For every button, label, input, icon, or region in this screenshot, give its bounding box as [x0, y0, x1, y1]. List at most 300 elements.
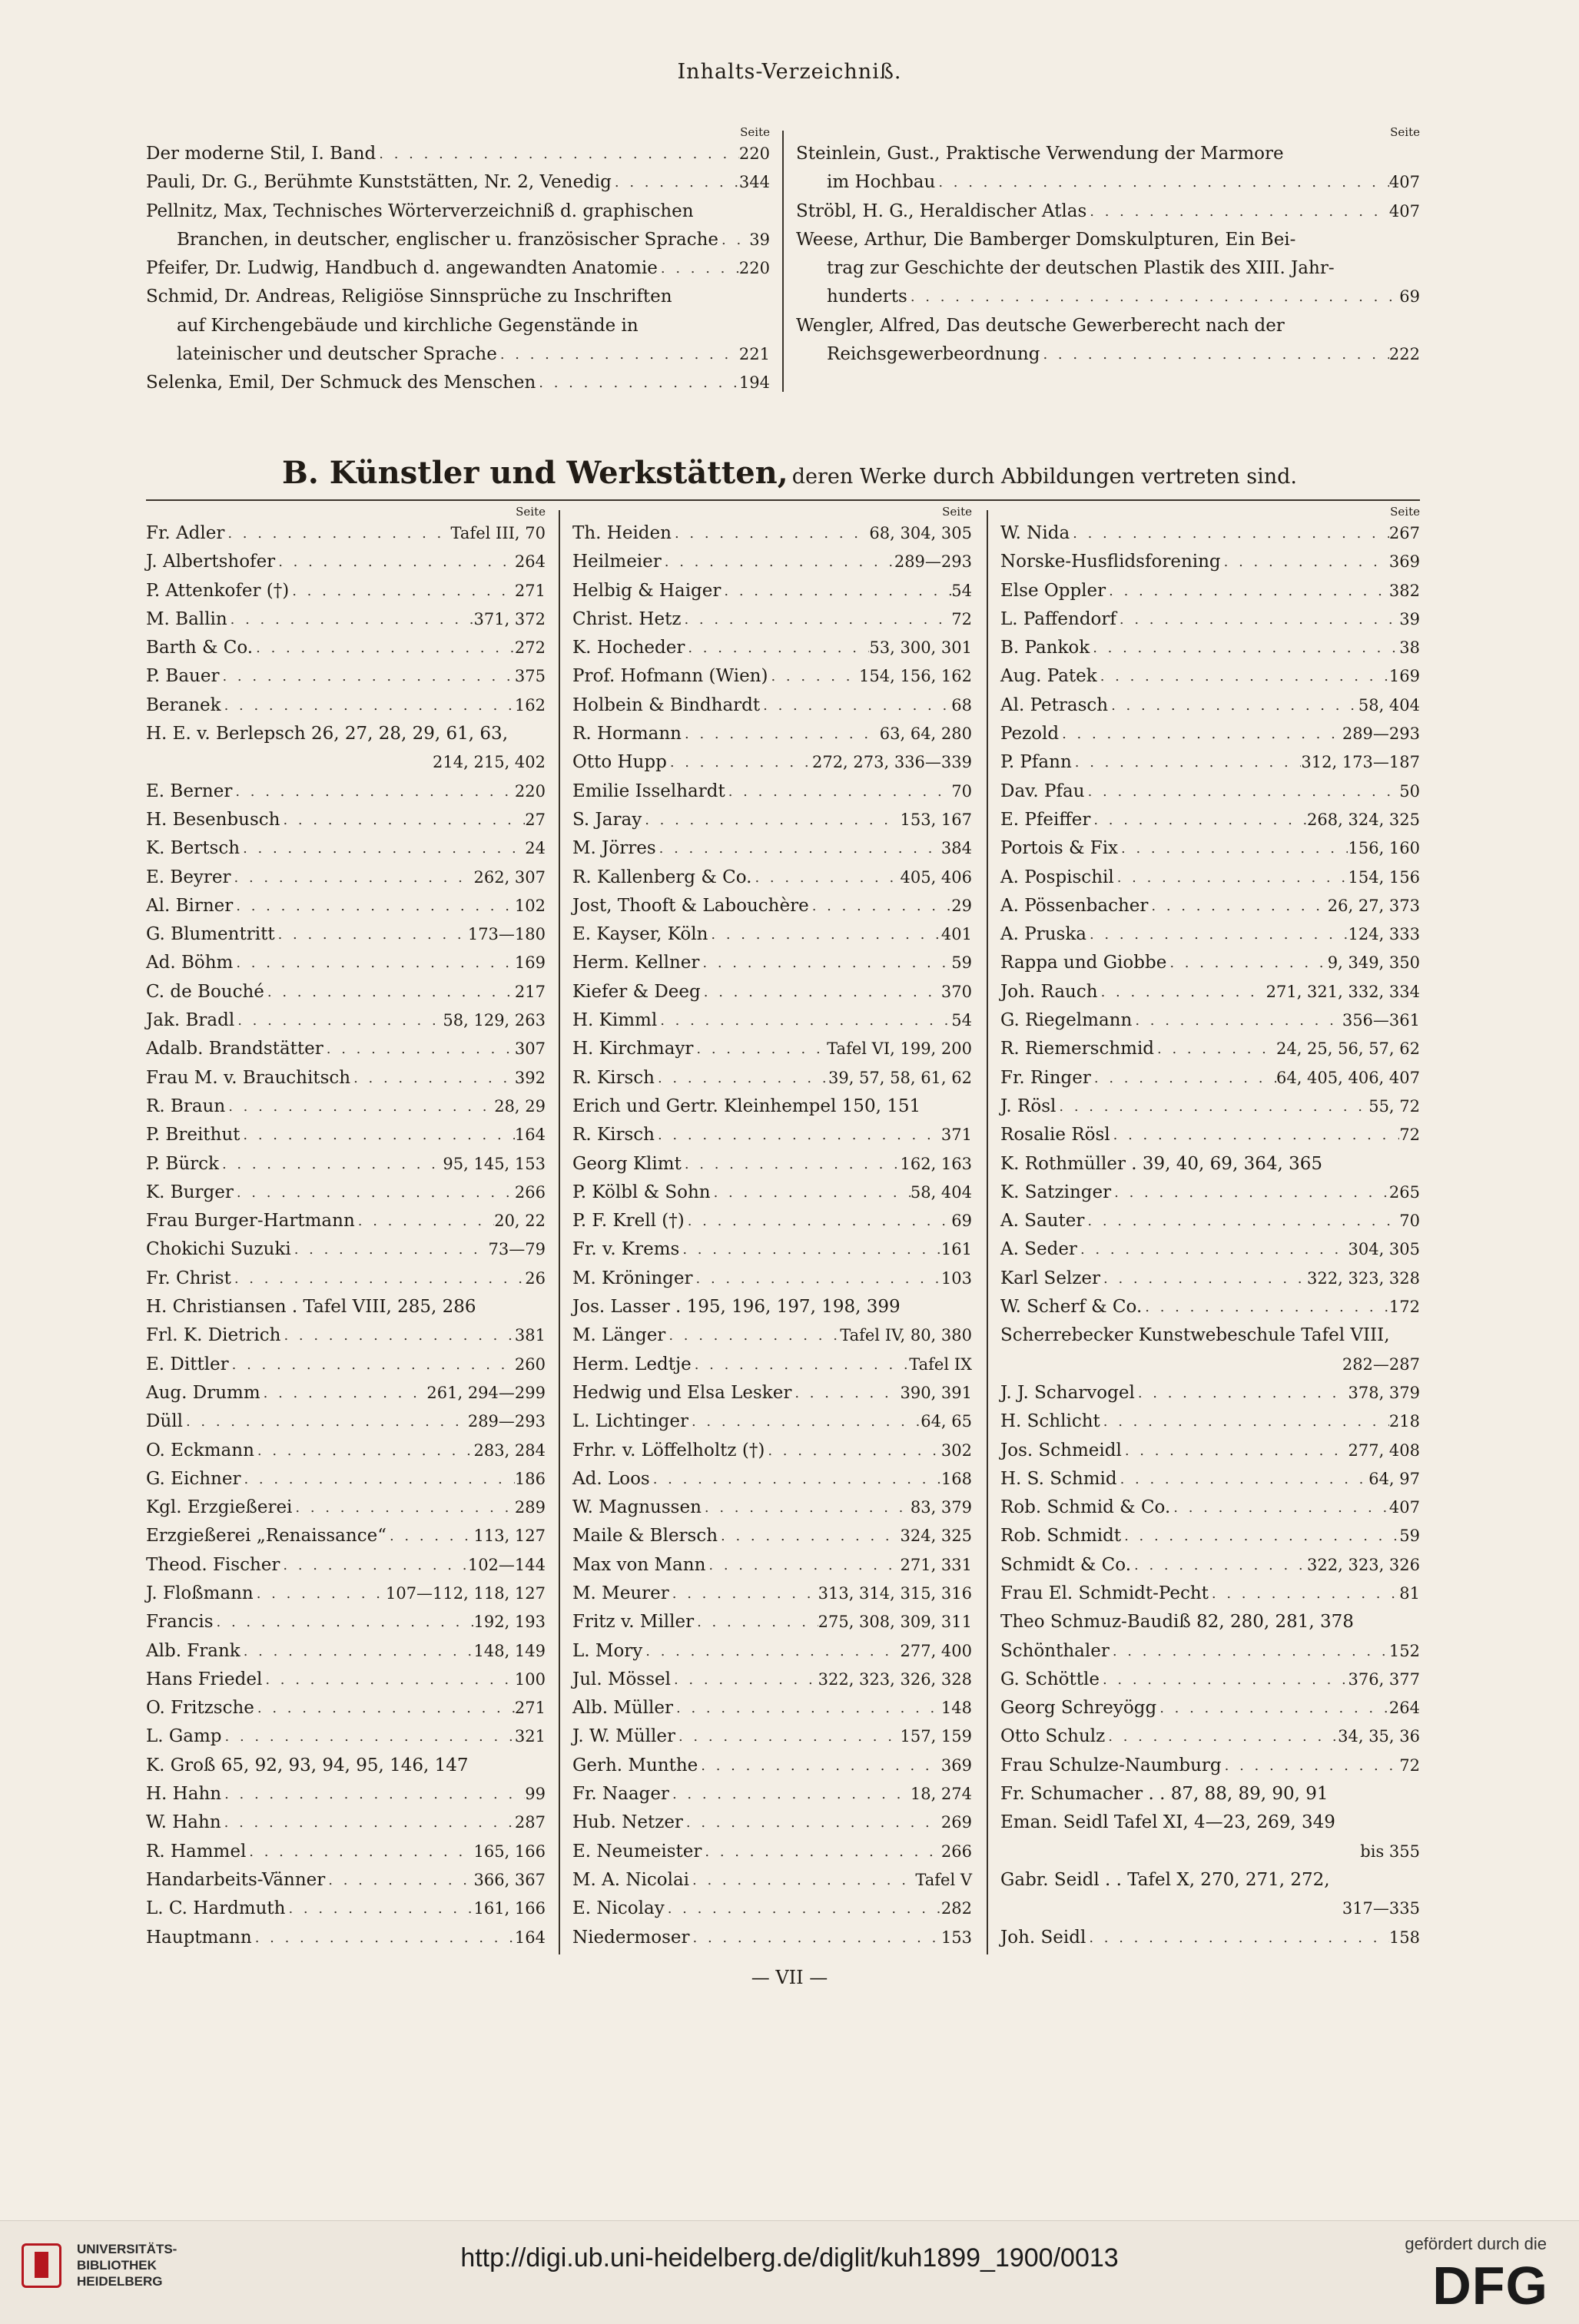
- index-entry: [146, 1265, 546, 1293]
- entry-name: L. Lichtinger: [572, 1411, 688, 1432]
- dot-leader: [682, 720, 880, 748]
- dot-leader: [1116, 605, 1399, 634]
- entry-pages: 407: [1388, 173, 1420, 192]
- entry-name: Hans Friedel: [146, 1669, 263, 1689]
- entry-pages: 375: [514, 667, 546, 686]
- dot-leader: [240, 1121, 514, 1149]
- index-entry: [1000, 1035, 1420, 1063]
- index-entry: [572, 1895, 972, 1923]
- index-entry: [572, 1608, 972, 1636]
- entry-pages: 268, 324, 325: [1307, 810, 1420, 829]
- entry-name: Francis: [146, 1612, 214, 1633]
- entry-pages: 68: [951, 695, 972, 714]
- index-entry: [146, 806, 546, 834]
- entry-pages: 164: [514, 1928, 546, 1947]
- index-entry: [1000, 1637, 1420, 1666]
- index-entry: [1000, 691, 1420, 720]
- index-entry: [146, 340, 770, 369]
- index-entry: [146, 720, 546, 748]
- entry-pages: 222: [1388, 345, 1420, 364]
- entry-pages: 39, 57, 58, 61, 62: [828, 1068, 972, 1087]
- index-entry: [1000, 920, 1420, 949]
- index-entry: [1000, 1722, 1420, 1751]
- dot-leader: [681, 605, 951, 634]
- dot-leader: [693, 1265, 941, 1293]
- entry-name: J. Albertshofer: [146, 552, 276, 572]
- index-entry: [572, 748, 972, 777]
- funded-by-text: gefördert durch die: [1405, 2234, 1547, 2253]
- dot-leader: [705, 1551, 900, 1580]
- dot-leader: [254, 1694, 515, 1722]
- entry-pages: 162: [514, 695, 546, 714]
- dot-leader: [671, 1666, 818, 1694]
- entry-name: A. Sauter: [1000, 1211, 1085, 1232]
- index-entry: [572, 691, 972, 720]
- entry-pages: Tafel IV, 80, 380: [840, 1326, 972, 1345]
- entry-name: H. S. Schmid: [1000, 1468, 1117, 1489]
- dot-leader: [751, 864, 900, 892]
- index-entry: [1000, 892, 1420, 920]
- index-entry: [572, 1092, 972, 1121]
- entry-name: Eman. Seidl Tafel XI, 4—23, 269, 349: [1000, 1812, 1335, 1833]
- entry-pages: 322, 323, 326, 328: [818, 1669, 972, 1689]
- index-entry: [146, 978, 546, 1006]
- dot-leader: [1170, 1494, 1389, 1522]
- entry-name: Christ. Hetz: [572, 608, 682, 629]
- index-entry: [146, 1064, 546, 1092]
- dot-leader: [1117, 1465, 1369, 1494]
- dot-leader: [350, 1064, 515, 1092]
- entry-pages: 302: [940, 1440, 972, 1460]
- entry-name: Pellnitz, Max, Technisches Wörterverzeichniß d. graphischen: [146, 201, 694, 221]
- entry-name: R. Hormann: [572, 724, 682, 744]
- index-entry: [146, 1035, 546, 1063]
- entry-pages: 81: [1399, 1583, 1420, 1603]
- index-entry: [796, 197, 1420, 226]
- index-entry: [572, 1808, 972, 1837]
- entry-pages: 39: [1399, 609, 1420, 628]
- index-entry: [1000, 748, 1420, 777]
- entry-name: Al. Petrasch: [1000, 695, 1109, 715]
- dot-leader: [1091, 1064, 1276, 1092]
- dot-leader: [1118, 834, 1348, 863]
- dot-leader: [1142, 1293, 1389, 1321]
- dot-leader: [721, 577, 951, 605]
- entry-name: H. Kimml: [572, 1010, 658, 1031]
- index-entry: [146, 1722, 546, 1751]
- dot-leader: [1090, 806, 1307, 834]
- entry-name: Herm. Ledtje: [572, 1354, 692, 1374]
- index-entry: [1000, 1780, 1420, 1808]
- entry-name: H. E. v. Berlepsch 26, 27, 28, 29, 61, 63,: [146, 724, 509, 744]
- index-entry: [146, 1838, 546, 1866]
- entry-pages: Tafel IX: [909, 1354, 972, 1374]
- entry-name: Jak. Bradl: [146, 1010, 235, 1031]
- dot-leader: [669, 1780, 911, 1808]
- entry-pages: 172: [1388, 1298, 1420, 1317]
- entry-pages: 154, 156, 162: [859, 667, 972, 686]
- entry-pages: 161, 166: [473, 1899, 546, 1918]
- entry-name: lateinischer und deutscher Sprache: [177, 344, 497, 365]
- entry-name: E. Beyrer: [146, 867, 231, 887]
- entry-name: Rosalie Rösl: [1000, 1125, 1110, 1145]
- index-entry: [146, 283, 770, 311]
- index-entry: [572, 662, 972, 691]
- library-name-line: HEIDELBERG: [77, 2274, 163, 2289]
- index-entry: [146, 1895, 546, 1923]
- entry-name: Steinlein, Gust., Praktische Verwendung der Marmore: [796, 144, 1284, 164]
- entry-pages: 73—79: [488, 1240, 546, 1259]
- entry-pages: 324, 325: [900, 1527, 972, 1546]
- entry-name: Frl. K. Dietrich: [146, 1325, 281, 1346]
- section-title: B. Künstler und Werkstätten,: [282, 455, 788, 491]
- dot-leader: [694, 1608, 818, 1636]
- entry-pages: 192, 193: [473, 1613, 546, 1632]
- entry-pages: 70: [1399, 1212, 1420, 1231]
- dot-leader: [642, 806, 900, 834]
- dot-leader: [1121, 1522, 1399, 1550]
- entry-pages: 272: [514, 638, 546, 658]
- entry-name: L. Mory: [572, 1640, 643, 1661]
- index-entry: [572, 1351, 972, 1379]
- dot-leader: [1059, 720, 1342, 748]
- dot-leader: [1166, 949, 1327, 977]
- index-entry: [572, 1179, 972, 1207]
- entry-name: M. Jörres: [572, 838, 656, 859]
- entry-name: M. Kröninger: [572, 1268, 693, 1288]
- entry-name: Fr. Ringer: [1000, 1067, 1091, 1088]
- entry-name: G. Eichner: [146, 1468, 241, 1489]
- entry-name: Georg Schreyögg: [1000, 1698, 1157, 1719]
- entry-name: Frau Schulze-Naumburg: [1000, 1755, 1222, 1775]
- index-entry: [146, 1637, 546, 1666]
- entry-name: L. Paffendorf: [1000, 608, 1116, 629]
- dot-leader: [240, 834, 525, 863]
- index-entry: [146, 197, 770, 226]
- entry-name: Fr. Adler: [146, 523, 225, 543]
- entry-pages: 266: [514, 1182, 546, 1202]
- entry-name: Erich und Gertr. Kleinhempel 150, 151: [572, 1096, 921, 1116]
- entry-pages: 260: [514, 1354, 546, 1374]
- entry-pages: 304, 305: [1348, 1240, 1420, 1259]
- dot-leader: [323, 1035, 515, 1063]
- dot-leader: [698, 1752, 941, 1780]
- entry-pages: 168: [940, 1469, 972, 1488]
- index-entry: [1000, 834, 1420, 863]
- dot-leader: [222, 1722, 515, 1751]
- index-entry: [572, 1407, 972, 1436]
- entry-name: J. W. Müller: [572, 1726, 675, 1747]
- index-entry: [146, 254, 770, 283]
- dot-leader: [765, 1437, 941, 1465]
- entry-name: Kgl. Erzgießerei: [146, 1497, 293, 1518]
- entry-name: Fr. Naager: [572, 1784, 669, 1805]
- entry-name: Fr. v. Krems: [572, 1239, 680, 1260]
- entry-name: Else Oppler: [1000, 580, 1106, 601]
- section-rule: [146, 499, 1420, 501]
- entry-pages: 58, 404: [910, 1182, 972, 1202]
- index-entry: [1000, 1235, 1420, 1264]
- dot-leader: [718, 1522, 900, 1550]
- entry-pages: 99: [525, 1785, 546, 1804]
- entry-name: Frau El. Schmidt-Pecht: [1000, 1583, 1209, 1603]
- index-entry: [1000, 864, 1420, 892]
- entry-pages: 157, 159: [900, 1727, 972, 1746]
- entry-name: R. Braun: [146, 1096, 226, 1116]
- dot-leader: [253, 634, 515, 662]
- index-entry: [146, 777, 546, 806]
- entry-pages: 271: [514, 581, 546, 600]
- entry-name: K. Hocheder: [572, 638, 685, 658]
- index-entry: [572, 978, 972, 1006]
- dot-leader: [221, 691, 515, 720]
- index-entry: [146, 1006, 546, 1035]
- index-entry: [572, 1465, 972, 1494]
- index-entry: [146, 312, 770, 340]
- entry-name: H. Hahn: [146, 1784, 222, 1805]
- index-entry: [146, 1407, 546, 1436]
- entry-name: A. Pruska: [1000, 924, 1086, 945]
- entry-name: Alb. Müller: [572, 1698, 673, 1719]
- entry-pages: 169: [1388, 667, 1420, 686]
- dot-leader: [219, 662, 514, 691]
- index-entry: [572, 1379, 972, 1407]
- entry-name: B. Pankok: [1000, 638, 1090, 658]
- entry-pages: 381: [514, 1326, 546, 1345]
- entry-pages: 68, 304, 305: [869, 524, 972, 542]
- entry-pages: 153, 167: [900, 810, 972, 829]
- entry-name: Ad. Böhm: [146, 953, 234, 973]
- index-entry: [146, 1179, 546, 1207]
- index-entry: [146, 605, 546, 634]
- entry-name: Otto Schulz: [1000, 1726, 1106, 1747]
- entry-name: Maile & Blersch: [572, 1526, 718, 1547]
- entry-name: Al. Birner: [146, 895, 234, 916]
- index-entry: [146, 691, 546, 720]
- index-entry: [572, 1293, 972, 1321]
- dot-leader: [497, 340, 739, 369]
- entry-name: Hedwig und Elsa Lesker: [572, 1382, 792, 1403]
- entry-name: Reichsgewerbeordnung: [827, 344, 1040, 365]
- dot-leader: [702, 1494, 911, 1522]
- entry-pages: 95, 145, 153: [443, 1154, 546, 1173]
- index-entry: [146, 519, 546, 548]
- dot-leader: [1097, 662, 1389, 691]
- entry-name: M. Meurer: [572, 1583, 669, 1603]
- entry-pages: 261, 294—299: [426, 1383, 546, 1402]
- entry-name: Schönthaler: [1000, 1640, 1110, 1661]
- entry-pages: 72: [951, 609, 972, 628]
- entry-name: Joh. Rauch: [1000, 981, 1098, 1002]
- index-entry: [146, 1866, 546, 1895]
- dot-leader: [221, 1780, 525, 1808]
- dot-leader: [1100, 1666, 1348, 1694]
- entry-pages: 72: [1399, 1755, 1420, 1775]
- index-entry: [572, 920, 972, 949]
- index-entry: [146, 1235, 546, 1264]
- entry-name: J. Floßmann: [146, 1583, 254, 1603]
- entry-name: P. Breithut: [146, 1125, 240, 1145]
- dot-leader: [234, 1006, 443, 1035]
- entry-pages: 287: [514, 1813, 546, 1832]
- entry-name: L. C. Hardmuth: [146, 1898, 286, 1919]
- dot-leader: [690, 1924, 941, 1952]
- dot-leader: [665, 1321, 840, 1350]
- dot-leader: [701, 978, 941, 1006]
- entry-pages: 50: [1399, 781, 1420, 801]
- index-entry: [146, 577, 546, 605]
- index-entry: [1000, 634, 1420, 662]
- index-entry: [1000, 1006, 1420, 1035]
- dot-leader: [1110, 1637, 1389, 1666]
- entry-name: Frau M. v. Brauchitsch: [146, 1067, 351, 1088]
- dot-leader: [275, 920, 468, 949]
- entry-pages: 53, 300, 301: [869, 638, 972, 658]
- dot-leader: [280, 806, 525, 834]
- index-entry: [796, 283, 1420, 311]
- dot-leader: [233, 892, 515, 920]
- entry-name: P. Pfann: [1000, 752, 1072, 773]
- dot-leader: [386, 1522, 474, 1550]
- index-entry: [1000, 1092, 1420, 1121]
- index-entry: [1000, 1494, 1420, 1522]
- entry-pages: 148, 149: [473, 1641, 546, 1660]
- index-entry: [572, 1321, 972, 1350]
- entry-name: P. Kölbl & Sohn: [572, 1182, 711, 1202]
- entry-pages: 275, 308, 309, 311: [818, 1613, 972, 1632]
- entry-pages: 371, 372: [473, 609, 546, 628]
- library-name-line: UNIVERSITÄTS-: [77, 2242, 177, 2256]
- dot-leader: [280, 1551, 467, 1580]
- entry-pages: 283, 284: [473, 1440, 546, 1460]
- entry-name: Düll: [146, 1411, 183, 1432]
- index-entry: [1000, 1379, 1420, 1407]
- entry-pages: 312, 173—187: [1301, 753, 1420, 772]
- entry-pages: 289: [514, 1498, 546, 1517]
- dot-leader: [325, 1866, 473, 1895]
- entry-name: L. Gamp: [146, 1726, 222, 1747]
- source-url-link[interactable]: http://digi.ub.uni-heidelberg.de/diglit/kuh1899_1900/0013: [460, 2243, 1119, 2273]
- index-entry: [1000, 978, 1420, 1006]
- index-entry: [1000, 1608, 1420, 1636]
- dot-leader: [655, 1121, 941, 1149]
- entry-name: Jos. Lasser . 195, 196, 197, 198, 399: [572, 1297, 901, 1318]
- entry-pages: 214, 215, 402: [433, 753, 546, 772]
- entry-name: Handarbeits-Vänner: [146, 1869, 326, 1890]
- index-entry: [572, 720, 972, 748]
- dot-leader: [231, 1265, 525, 1293]
- entry-name: Th. Heiden: [572, 523, 672, 543]
- index-entry: [572, 1637, 972, 1666]
- dot-leader: [183, 1407, 468, 1436]
- index-entry: [572, 1064, 972, 1092]
- entry-pages: 322, 323, 328: [1307, 1268, 1420, 1288]
- index-entry: [146, 920, 546, 949]
- entry-name: Jos. Schmeidl: [1000, 1440, 1122, 1460]
- entry-name: R. Kirsch: [572, 1125, 655, 1145]
- index-entry: [1000, 1866, 1420, 1895]
- entry-pages: 220: [514, 781, 546, 801]
- entry-pages: 289—293: [467, 1412, 546, 1431]
- seite-label: Seite: [1390, 125, 1420, 139]
- index-entry: [146, 634, 546, 662]
- index-entry: [572, 1694, 972, 1722]
- entry-name: Rappa und Giobbe: [1000, 953, 1167, 973]
- entry-name: Max von Mann: [572, 1554, 706, 1575]
- dot-leader: [760, 691, 951, 720]
- index-entry: [146, 949, 546, 977]
- dot-leader: [642, 1637, 900, 1666]
- index-entry: [146, 1551, 546, 1580]
- entry-pages: 376, 377: [1348, 1669, 1420, 1689]
- index-entry: [1000, 806, 1420, 834]
- entry-name: A. Seder: [1000, 1239, 1077, 1260]
- index-entry: [1000, 720, 1420, 748]
- index-entry: [796, 168, 1420, 197]
- entry-pages: 9, 349, 350: [1327, 953, 1420, 973]
- dot-leader: [672, 519, 869, 548]
- dot-leader: [907, 283, 1399, 311]
- index-entry: [1000, 1121, 1420, 1149]
- entry-pages: 322, 323, 326: [1307, 1555, 1420, 1574]
- index-entry: [146, 748, 546, 777]
- entry-pages: 102: [514, 896, 546, 915]
- index-entry: [1000, 1293, 1420, 1321]
- index-entry: [572, 892, 972, 920]
- index-entry: [572, 1437, 972, 1465]
- entry-pages: 392: [514, 1068, 546, 1087]
- dot-leader: [1084, 1207, 1399, 1235]
- entry-name: Pezold: [1000, 724, 1060, 744]
- seite-label: Seite: [942, 505, 972, 519]
- dot-leader: [708, 920, 941, 949]
- dot-leader: [1056, 1092, 1368, 1121]
- dot-leader: [711, 1179, 911, 1207]
- index-entry: [572, 1722, 972, 1751]
- entry-name: Theo Schmuz-Baudiß 82, 280, 281, 378: [1000, 1612, 1354, 1633]
- entry-name: K. Burger: [146, 1182, 234, 1202]
- index-entry: [1000, 1752, 1420, 1780]
- entry-name: Fr. Christ: [146, 1268, 231, 1288]
- index-entry: [572, 864, 972, 892]
- index-entry: [146, 369, 770, 397]
- entry-name: Scherrebecker Kunstwebeschule Tafel VIII,: [1000, 1325, 1390, 1346]
- dot-leader: [1040, 340, 1388, 369]
- entry-pages: 218: [1388, 1412, 1420, 1431]
- entry-pages: 313, 314, 315, 316: [818, 1583, 972, 1603]
- index-entry: [146, 1752, 546, 1780]
- top-left-column: [146, 124, 770, 398]
- dot-leader: [689, 1866, 915, 1895]
- index-entry: [146, 1293, 546, 1321]
- dot-leader: [1156, 1694, 1389, 1722]
- index-entry: [796, 226, 1420, 254]
- section-subtitle: deren Werke durch Abbildungen vertreten sind.: [791, 465, 1297, 489]
- entry-name: Fr. Schumacher . . 87, 88, 89, 90, 91: [1000, 1784, 1329, 1805]
- entry-pages: 289—293: [894, 552, 972, 572]
- index-entry: [1000, 777, 1420, 806]
- dot-leader: [1100, 1407, 1389, 1436]
- entry-pages: Tafel V: [915, 1870, 972, 1889]
- dot-leader: [1132, 1006, 1342, 1035]
- entry-name: E. Nicolay: [572, 1898, 665, 1919]
- page-number: — VII —: [751, 1967, 828, 1988]
- entry-name: P. Bauer: [146, 666, 220, 687]
- index-entry: [572, 634, 972, 662]
- entry-pages: 59: [951, 953, 972, 973]
- entry-pages: 271, 321, 332, 334: [1266, 982, 1420, 1001]
- entry-pages: 186: [514, 1469, 546, 1488]
